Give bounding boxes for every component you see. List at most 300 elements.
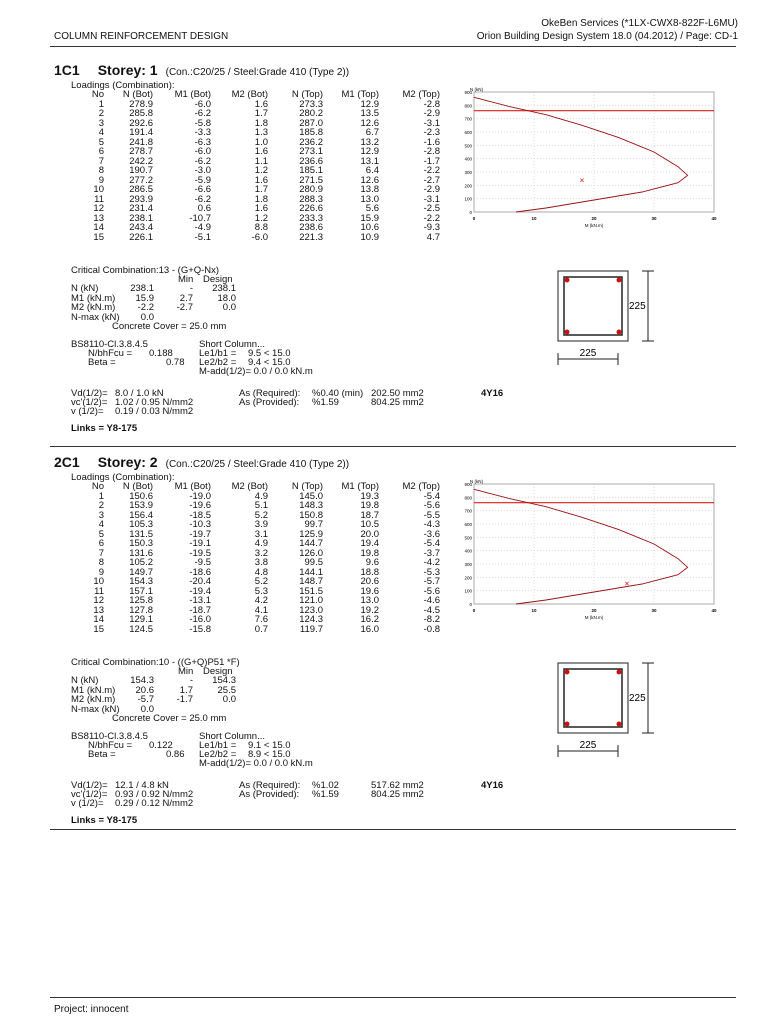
table-cell: 191.4 bbox=[129, 127, 153, 138]
table-cell: 12.9 bbox=[360, 146, 379, 157]
table-cell: 12 bbox=[93, 203, 104, 214]
table-cell: 233.3 bbox=[299, 212, 323, 224]
table-cell: 19.3 bbox=[360, 490, 379, 502]
table-cell: 190.7 bbox=[129, 165, 153, 176]
table-cell: 1.7 bbox=[254, 108, 268, 119]
table-cell: -9.5 bbox=[194, 557, 211, 568]
table-cell: 238.1 bbox=[129, 212, 153, 224]
m-add: M-add(1/2)= 0.0 / 0.0 kN.m bbox=[199, 758, 313, 769]
table-cell: 14 bbox=[93, 614, 104, 625]
crit-values-column bbox=[153, 676, 193, 714]
table-cell: 125.9 bbox=[299, 528, 323, 540]
table-cell: 148.7 bbox=[299, 576, 323, 587]
column-section-sketch bbox=[550, 659, 680, 769]
column-section-sketch bbox=[550, 267, 680, 377]
table-cell: 13.5 bbox=[360, 108, 379, 119]
as-provided-area: 804.25 mm2 bbox=[371, 397, 424, 408]
table-cell: 3.1 bbox=[254, 528, 268, 540]
table-cell: 1.8 bbox=[254, 117, 268, 129]
table-cell: -6.6 bbox=[194, 184, 211, 195]
table-cell: -4.3 bbox=[423, 519, 440, 530]
beta-label: Beta = bbox=[88, 749, 116, 760]
table-cell: 286.5 bbox=[129, 184, 153, 195]
table-cell: 221.3 bbox=[299, 231, 323, 243]
table-cell: 4.9 bbox=[254, 538, 268, 549]
table-cell: 13.0 bbox=[360, 193, 379, 205]
table-cell: 277.2 bbox=[129, 174, 153, 186]
table-cell: -18.7 bbox=[189, 604, 211, 616]
storey-label: Storey: 1 bbox=[97, 62, 158, 78]
storey-label: Storey: 2 bbox=[97, 454, 158, 470]
table-cell: 99.5 bbox=[304, 557, 323, 568]
table-cell: 15 bbox=[93, 623, 104, 635]
n-bhfcu-label: N/bhFcu = bbox=[88, 740, 133, 751]
column-header: M2 (Bot) bbox=[231, 89, 268, 100]
le1-label: Le1/b1 = bbox=[199, 348, 237, 359]
table-cell: -3.0 bbox=[194, 165, 211, 176]
crit-row-label: N-max (kN) bbox=[71, 703, 120, 715]
table-cell: 4 bbox=[98, 127, 104, 138]
table-cell: 119.7 bbox=[299, 623, 323, 635]
table-cell: 18.8 bbox=[360, 566, 379, 578]
table-cell: 7.6 bbox=[254, 614, 268, 625]
table-cell: -4.2 bbox=[423, 557, 440, 568]
table-cell: 5.3 bbox=[254, 585, 268, 597]
y-tick-label: 600 bbox=[464, 130, 472, 135]
table-cell: -2.5 bbox=[423, 203, 440, 214]
table-cell: 6 bbox=[98, 538, 104, 549]
table-cell: 242.2 bbox=[129, 155, 153, 167]
y-tick-label: 0 bbox=[469, 602, 472, 607]
links-label: Links = Y8-175 bbox=[71, 815, 138, 826]
y-tick-label: 300 bbox=[464, 170, 472, 175]
y-tick-label: 700 bbox=[464, 116, 472, 122]
y-tick-label: 700 bbox=[464, 508, 472, 514]
crit-value: 0.0 bbox=[140, 311, 154, 323]
table-cell: 10.9 bbox=[360, 231, 379, 243]
column-header: M1 (Bot) bbox=[174, 89, 211, 100]
table-cell: 14 bbox=[93, 222, 104, 233]
table-column bbox=[93, 482, 153, 634]
table-cell: 280.2 bbox=[299, 108, 323, 119]
table-cell: -1.7 bbox=[423, 155, 440, 167]
table-cell: 3.2 bbox=[254, 547, 268, 559]
table-cell: 0.6 bbox=[197, 203, 211, 214]
table-cell: 241.8 bbox=[129, 136, 153, 148]
table-cell: 150.3 bbox=[129, 538, 153, 549]
table-cell: 5.6 bbox=[365, 203, 379, 214]
dim-height-text: 225 bbox=[629, 301, 646, 312]
table-cell: 5.2 bbox=[254, 509, 268, 521]
crit-values-column bbox=[196, 284, 236, 322]
table-cell: 150.6 bbox=[129, 490, 153, 502]
y-tick-label: 100 bbox=[464, 196, 472, 202]
table-column bbox=[263, 482, 323, 634]
rebar-dot bbox=[565, 330, 570, 335]
table-cell: 292.6 bbox=[129, 117, 153, 129]
table-cell: -8.2 bbox=[423, 614, 440, 625]
table-cell: 121.0 bbox=[299, 595, 323, 606]
table-cell: -19.1 bbox=[189, 538, 211, 549]
column-header: M2 (Bot) bbox=[231, 481, 268, 492]
table-cell: 1.6 bbox=[254, 146, 268, 157]
header-rule bbox=[50, 46, 736, 47]
table-cell: 16.0 bbox=[360, 623, 379, 635]
table-cell: 9 bbox=[98, 566, 104, 578]
crit-value: -5.7 bbox=[137, 694, 154, 705]
crit-value: 0.0 bbox=[222, 694, 236, 705]
material-label: (Con.:C20/25 / Steel:Grade 410 (Type 2)) bbox=[165, 459, 350, 470]
table-cell: -20.4 bbox=[189, 576, 211, 587]
table-cell: 12.9 bbox=[360, 98, 379, 110]
column-header: N (Bot) bbox=[122, 481, 153, 492]
concrete-cover: Concrete Cover = 25.0 mm bbox=[112, 713, 227, 724]
column-header: No bbox=[91, 89, 104, 100]
table-cell: 156.4 bbox=[129, 509, 153, 521]
table-cell: 10.6 bbox=[360, 222, 379, 233]
as-provided-label: As (Provided): bbox=[239, 789, 300, 800]
crit-row-label: M2 (kN.m) bbox=[71, 302, 116, 313]
crit-value: 1.7 bbox=[179, 684, 193, 696]
loadings-label: Loadings (Combination): bbox=[71, 80, 175, 91]
as-provided-area: 804.25 mm2 bbox=[371, 789, 424, 800]
table-cell: 1.6 bbox=[254, 174, 268, 186]
short-column: Short Column... bbox=[199, 731, 265, 742]
crit-head-min: Min bbox=[178, 666, 194, 677]
y-tick-label: 500 bbox=[464, 143, 472, 149]
table-cell: 13 bbox=[93, 604, 104, 616]
crit-value: -1.7 bbox=[176, 694, 193, 705]
table-cell: 12 bbox=[93, 595, 104, 606]
crit-value: -2.7 bbox=[176, 302, 193, 313]
vc-value: 1.02 / 0.95 N/mm2 bbox=[115, 397, 194, 408]
bs-code: BS8110-Cl.3.8.4.5 bbox=[71, 731, 148, 742]
table-cell: 19.6 bbox=[360, 585, 379, 597]
y-tick-label: 600 bbox=[464, 522, 472, 527]
vd-value: 8.0 / 1.0 kN bbox=[115, 388, 164, 399]
n-bhfcu-value: 0.188 bbox=[149, 348, 173, 359]
column-header: N (Bot) bbox=[122, 89, 153, 100]
x-tick-label: 30 bbox=[651, 216, 657, 221]
table-cell: 157.1 bbox=[129, 585, 153, 597]
beta-value: 0.78 bbox=[166, 357, 185, 368]
table-cell: 5.2 bbox=[254, 576, 268, 587]
y-tick-label: 800 bbox=[464, 495, 472, 501]
link-outline bbox=[564, 669, 622, 727]
table-cell: -9.3 bbox=[423, 222, 440, 233]
dim-width-text: 225 bbox=[579, 740, 597, 751]
x-tick-label: 40 bbox=[711, 608, 717, 613]
table-cell: 15.9 bbox=[360, 212, 379, 224]
crit-row-label: N (kN) bbox=[71, 283, 99, 294]
x-tick-label: 0 bbox=[472, 216, 476, 221]
table-cell: 4.2 bbox=[254, 595, 268, 606]
y-tick-label: 800 bbox=[464, 103, 472, 109]
crit-row-label: N (kN) bbox=[71, 675, 99, 686]
le2-label: Le2/b2 = bbox=[199, 357, 237, 368]
material-label: (Con.:C20/25 / Steel:Grade 410 (Type 2)) bbox=[165, 67, 350, 78]
table-column bbox=[263, 90, 323, 242]
concrete-cover: Concrete Cover = 25.0 mm bbox=[112, 321, 227, 332]
table-cell: 2 bbox=[98, 108, 104, 119]
table-cell: -5.8 bbox=[194, 117, 211, 129]
beta-label: Beta = bbox=[88, 357, 116, 368]
table-cell: 185.1 bbox=[299, 165, 323, 176]
table-column bbox=[208, 482, 268, 634]
crit-value: -2.2 bbox=[137, 302, 154, 313]
n-bhfcu-value: 0.122 bbox=[149, 740, 173, 751]
table-cell: -4.9 bbox=[194, 222, 211, 233]
table-cell: 278.7 bbox=[129, 146, 153, 157]
table-cell: 10 bbox=[93, 184, 104, 195]
crit-value: 0.0 bbox=[140, 703, 154, 715]
table-cell: 11 bbox=[94, 585, 104, 597]
table-cell: -5.3 bbox=[423, 566, 440, 578]
table-cell: 12.6 bbox=[360, 174, 379, 186]
crit-values-column bbox=[153, 284, 193, 322]
table-column bbox=[319, 90, 379, 242]
le2-label: Le2/b2 = bbox=[199, 749, 237, 760]
table-cell: 1.1 bbox=[254, 155, 268, 167]
header-left: COLUMN REINFORCEMENT DESIGN bbox=[54, 31, 229, 42]
table-cell: 4 bbox=[98, 519, 104, 530]
table-cell: 1.7 bbox=[254, 184, 268, 195]
table-cell: 3 bbox=[98, 117, 104, 129]
table-cell: 20.6 bbox=[360, 576, 379, 587]
table-cell: -0.8 bbox=[423, 623, 440, 635]
column-section-2C1 bbox=[0, 454, 768, 834]
table-cell: 3.8 bbox=[254, 557, 268, 568]
table-column bbox=[380, 90, 440, 242]
crit-value: 25.5 bbox=[217, 684, 236, 696]
dim-width-text: 225 bbox=[579, 348, 597, 359]
interaction-curve bbox=[474, 97, 688, 212]
table-cell: 1 bbox=[98, 98, 104, 110]
table-cell: 2 bbox=[98, 500, 104, 511]
table-cell: 7 bbox=[98, 547, 104, 559]
table-cell: 5 bbox=[98, 136, 104, 148]
table-cell: -2.9 bbox=[423, 184, 440, 195]
table-cell: -5.5 bbox=[423, 509, 440, 521]
table-cell: 1.6 bbox=[254, 203, 268, 214]
table-cell: 13.2 bbox=[360, 136, 379, 148]
column-header: N (Top) bbox=[291, 481, 323, 492]
interaction-diagram bbox=[454, 476, 724, 626]
section-title bbox=[54, 454, 349, 472]
le1-value: 9.1 < 15.0 bbox=[248, 740, 291, 751]
section-rule bbox=[50, 446, 736, 447]
table-cell: -19.5 bbox=[189, 547, 211, 559]
interaction-curve bbox=[474, 489, 688, 604]
table-cell: 271.5 bbox=[299, 174, 323, 186]
table-cell: 144.1 bbox=[299, 566, 323, 578]
table-cell: 6 bbox=[98, 146, 104, 157]
as-required-value: %0.40 (min) bbox=[312, 388, 364, 399]
table-cell: 293.9 bbox=[129, 193, 153, 205]
table-cell: 4.8 bbox=[254, 566, 268, 578]
crit-value: 18.0 bbox=[217, 292, 236, 304]
n-bhfcu-label: N/bhFcu = bbox=[88, 348, 133, 359]
table-cell: -3.1 bbox=[423, 117, 440, 129]
table-cell: -3.7 bbox=[423, 547, 440, 559]
table-cell: 10.5 bbox=[360, 519, 379, 530]
column-header: M2 (Top) bbox=[402, 89, 440, 100]
table-cell: 123.0 bbox=[299, 604, 323, 616]
table-cell: 6.4 bbox=[365, 165, 379, 176]
table-cell: 12.6 bbox=[360, 117, 379, 129]
table-cell: 0.7 bbox=[254, 623, 268, 635]
table-cell: 5.1 bbox=[254, 500, 268, 511]
table-cell: -2.9 bbox=[423, 108, 440, 119]
rebar-dot bbox=[565, 670, 570, 675]
x-tick-label: 0 bbox=[472, 608, 476, 613]
crit-value: 20.6 bbox=[135, 684, 154, 696]
design-point bbox=[625, 582, 628, 585]
table-cell: -5.6 bbox=[423, 500, 440, 511]
y-tick-label: 400 bbox=[464, 548, 472, 554]
table-cell: 1.8 bbox=[254, 193, 268, 205]
table-cell: 8 bbox=[98, 165, 104, 176]
table-cell: 7 bbox=[98, 155, 104, 167]
table-cell: -6.0 bbox=[194, 98, 211, 110]
v-value: 0.29 / 0.12 N/mm2 bbox=[115, 798, 194, 809]
m-add: M-add(1/2)= 0.0 / 0.0 kN.m bbox=[199, 366, 313, 377]
table-cell: 231.4 bbox=[129, 203, 153, 214]
y-tick-label: 200 bbox=[464, 183, 472, 189]
table-cell: 124.5 bbox=[129, 623, 153, 635]
table-cell: 126.0 bbox=[299, 547, 323, 559]
table-cell: 154.3 bbox=[129, 576, 153, 587]
table-cell: 144.7 bbox=[299, 538, 323, 549]
table-cell: 145.0 bbox=[299, 490, 323, 502]
as-required-area: 517.62 mm2 bbox=[371, 780, 424, 791]
rebar-dot bbox=[617, 330, 622, 335]
as-provided-value: %1.59 bbox=[312, 789, 339, 800]
table-cell: 20.0 bbox=[360, 528, 379, 540]
crit-value: 154.3 bbox=[130, 675, 154, 686]
table-cell: 185.8 bbox=[299, 127, 323, 138]
table-cell: -10.3 bbox=[189, 519, 211, 530]
x-tick-label: 10 bbox=[531, 216, 537, 221]
table-cell: -18.5 bbox=[189, 509, 211, 521]
crit-value: - bbox=[189, 675, 193, 686]
as-provided-label: As (Provided): bbox=[239, 397, 300, 408]
vc-value: 0.93 / 0.92 N/mm2 bbox=[115, 789, 194, 800]
crit-head-design: Design bbox=[203, 666, 233, 677]
table-cell: 285.8 bbox=[129, 108, 153, 119]
le2-value: 9.4 < 15.0 bbox=[248, 357, 291, 368]
table-cell: 4.7 bbox=[426, 231, 440, 243]
table-column bbox=[380, 482, 440, 634]
table-cell: 9 bbox=[98, 174, 104, 186]
table-cell: 1.2 bbox=[254, 165, 268, 176]
table-cell: 19.8 bbox=[360, 547, 379, 559]
table-cell: 238.6 bbox=[299, 222, 323, 233]
x-tick-label: 10 bbox=[531, 608, 537, 613]
table-cell: 280.9 bbox=[299, 184, 323, 195]
rebar-dot bbox=[565, 722, 570, 727]
table-cell: -3.1 bbox=[423, 193, 440, 205]
table-cell: -6.2 bbox=[194, 155, 211, 167]
loadings-label: Loadings (Combination): bbox=[71, 472, 175, 483]
critical-combination: Critical Combination:13 - (G+Q-Nx) bbox=[71, 265, 220, 276]
v-value: 0.19 / 0.03 N/mm2 bbox=[115, 406, 194, 417]
table-cell: -6.0 bbox=[194, 146, 211, 157]
table-cell: 273.1 bbox=[299, 146, 323, 157]
table-column bbox=[208, 90, 268, 242]
table-cell: -2.8 bbox=[423, 98, 440, 110]
table-cell: -2.7 bbox=[423, 174, 440, 186]
table-cell: 10 bbox=[93, 576, 104, 587]
table-cell: 1 bbox=[98, 490, 104, 502]
table-cell: 3 bbox=[98, 509, 104, 521]
table-cell: -19.6 bbox=[189, 500, 211, 511]
table-cell: 151.5 bbox=[299, 585, 323, 597]
table-cell: 19.2 bbox=[360, 604, 379, 616]
table-cell: -2.3 bbox=[423, 127, 440, 138]
table-column bbox=[151, 90, 211, 242]
x-tick-label: 20 bbox=[591, 608, 597, 613]
header-system: Orion Building Design System 18.0 (04.2012) / Page: CD-1 bbox=[476, 31, 738, 42]
table-cell: 1.0 bbox=[254, 136, 268, 148]
vd-value: 12.1 / 4.8 kN bbox=[115, 780, 169, 791]
y-tick-label: 300 bbox=[464, 562, 472, 567]
table-cell: -5.7 bbox=[423, 576, 440, 587]
table-cell: 125.8 bbox=[129, 595, 153, 606]
table-cell: 8 bbox=[98, 557, 104, 568]
crit-values-column bbox=[114, 284, 154, 322]
table-cell: -5.1 bbox=[194, 231, 211, 243]
table-cell: -5.4 bbox=[423, 490, 440, 502]
table-cell: 243.4 bbox=[129, 222, 153, 233]
table-cell: 19.4 bbox=[360, 538, 379, 549]
crit-value: 154.3 bbox=[212, 675, 236, 686]
table-cell: 150.8 bbox=[299, 509, 323, 521]
crit-row-label: M1 (kN.m) bbox=[71, 684, 116, 696]
table-cell: -2.2 bbox=[423, 212, 440, 224]
table-cell: -2.8 bbox=[423, 146, 440, 157]
table-cell: 99.7 bbox=[304, 519, 323, 530]
table-cell: -10.7 bbox=[189, 212, 211, 224]
crit-value: 238.1 bbox=[130, 283, 154, 294]
as-required-label: As (Required): bbox=[239, 780, 301, 791]
le1-label: Le1/b1 = bbox=[199, 740, 237, 751]
y-tick-label: 100 bbox=[464, 588, 472, 594]
table-cell: -6.0 bbox=[251, 231, 268, 243]
table-cell: 129.1 bbox=[129, 614, 153, 625]
table-cell: 1.6 bbox=[254, 98, 268, 110]
table-cell: 13.0 bbox=[360, 595, 379, 606]
column-header: N (Top) bbox=[291, 89, 323, 100]
vd-label: Vd(1/2)= bbox=[71, 780, 108, 791]
table-cell: -6.2 bbox=[194, 108, 211, 119]
table-cell: -6.3 bbox=[194, 136, 211, 148]
table-cell: 3.9 bbox=[254, 519, 268, 530]
beta-value: 0.86 bbox=[166, 749, 185, 760]
table-cell: 273.3 bbox=[299, 98, 323, 110]
table-cell: 18.7 bbox=[360, 509, 379, 521]
table-cell: -2.2 bbox=[423, 165, 440, 176]
table-cell: 4.9 bbox=[254, 490, 268, 502]
table-cell: -5.9 bbox=[194, 174, 211, 186]
critical-combination: Critical Combination:10 - ((G+Q)P51 *F) bbox=[71, 657, 240, 668]
table-cell: 287.0 bbox=[299, 117, 323, 129]
y-tick-label: 900 bbox=[464, 482, 472, 487]
table-cell: 13 bbox=[93, 212, 104, 224]
crit-row-label: M1 (kN.m) bbox=[71, 292, 116, 304]
table-cell: 148.3 bbox=[299, 500, 323, 511]
crit-values-column bbox=[114, 676, 154, 714]
